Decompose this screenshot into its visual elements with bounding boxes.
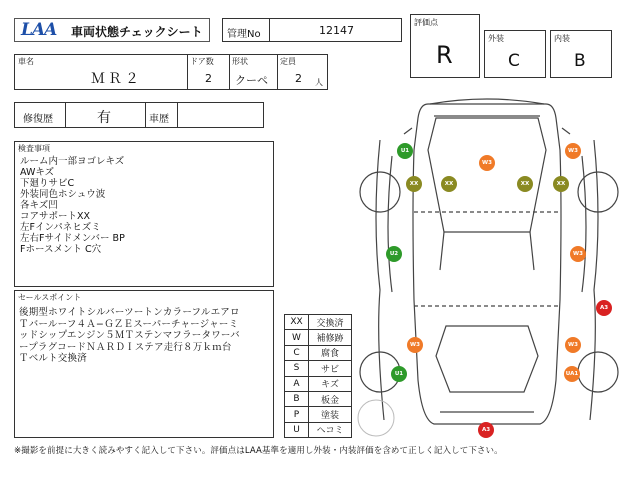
legend-code: B: [285, 391, 309, 406]
door-count-value: 2: [205, 72, 212, 85]
legend-meaning: 交換済: [309, 315, 352, 330]
sales-point-line: Ｔバールーフ４Ａ−ＧＺＥスーパーチャージャーミ: [19, 318, 239, 330]
legend-code: A: [285, 376, 309, 391]
damage-marker: XX: [406, 176, 422, 192]
damage-marker: W3: [570, 246, 586, 262]
legend-meaning: 補修跡: [309, 330, 352, 345]
damage-marker: W3: [479, 155, 495, 171]
footer-note: ※撮影を前提に大きく読みやすく記入して下さい。評価点はLAA基準を適用し外装・内装評価を含めて正しく記入して下さい。: [14, 446, 503, 456]
legend-row: [285, 422, 352, 437]
legend-code: W: [285, 330, 309, 345]
legend-row: [285, 315, 352, 330]
title-box: [14, 18, 210, 42]
legend-row: [285, 391, 352, 406]
legend-row: [285, 361, 352, 376]
inspection-notes-label: 検査事項: [18, 144, 50, 153]
vehicle-info-row: [14, 54, 328, 90]
car-outline: [360, 99, 618, 424]
evaluation-score-box: [410, 14, 480, 78]
legend-row: [285, 407, 352, 422]
evaluation-score-label: 評価点: [414, 18, 438, 27]
sales-points-box: [14, 290, 274, 438]
car-name-label: 車名: [18, 57, 34, 66]
sales-point-line: ッドシップエンジン５ＭＴステンマフラータワーバ: [19, 330, 240, 341]
damage-marker: W3: [565, 143, 581, 159]
sales-point-line: Ｔベルト交換済: [19, 353, 87, 364]
inspection-note: Fホースメント C穴: [20, 244, 102, 255]
sheet-title: 車両状態チェックシート: [71, 25, 203, 39]
legend-meaning: 塗装: [309, 407, 352, 422]
damage-marker: XX: [441, 176, 457, 192]
management-number-box: [222, 18, 402, 42]
body-shape-label: 形状: [232, 57, 248, 66]
legend-meaning: サビ: [309, 361, 352, 376]
exterior-grade-value: C: [508, 51, 520, 71]
damage-marker: U1: [397, 143, 413, 159]
legend-row: [285, 376, 352, 391]
capacity-label: 定員: [280, 57, 296, 66]
damage-marker: XX: [553, 176, 569, 192]
damage-marker: A3: [478, 422, 494, 438]
management-number-label: 管理No: [227, 29, 261, 40]
legend-code: XX: [285, 315, 309, 330]
inspection-notes-box: [14, 141, 274, 287]
legend-code: U: [285, 422, 309, 437]
inspection-note: コアサポートXX: [20, 211, 91, 222]
exterior-grade-label: 外装: [488, 34, 504, 43]
damage-marker: U1: [391, 366, 407, 382]
damage-marker: W3: [565, 337, 581, 353]
inspection-note: 外装同色ホシュウ波: [20, 189, 106, 200]
inspection-note: 各キズ凹: [20, 200, 58, 211]
damage-marker: A3: [596, 300, 612, 316]
legend-code: S: [285, 361, 309, 376]
inspection-note: AWキズ: [20, 167, 55, 178]
legend-code: C: [285, 345, 309, 360]
laa-logo: LAA: [21, 20, 57, 40]
damage-marker: XX: [517, 176, 533, 192]
inspection-notes-list: [20, 156, 125, 255]
repair-history-value: 有: [97, 110, 111, 126]
body-shape-value: クーペ: [235, 74, 268, 87]
sales-point-line: ープラグコードＮＡＲＤＩステア走行８万ｋｍ台: [19, 341, 232, 353]
spare-tire-circle: [358, 400, 394, 436]
exterior-grade-box: [484, 30, 546, 78]
repair-history-row: [14, 102, 264, 128]
repair-history-label: 修復歴: [23, 114, 53, 125]
inspection-note: 下廻りサビC: [20, 178, 75, 189]
inspection-note: 左右Fサイドメンバー BP: [20, 233, 125, 244]
capacity-unit: 人: [315, 78, 323, 87]
door-count-label: ドア数: [190, 57, 214, 66]
legend-meaning: 板金: [309, 391, 352, 406]
capacity-value: 2: [295, 72, 302, 85]
evaluation-score-value: R: [436, 41, 453, 69]
sales-point-line: 後期型ホワイトシルバーツートンカラーフルエアロ: [19, 307, 240, 318]
legend-meaning: キズ: [309, 376, 352, 391]
damage-marker: U2: [386, 246, 402, 262]
damage-code-legend: [284, 314, 352, 438]
inspection-note: 左Fインパネヒズミ: [20, 222, 101, 233]
sales-points-label: セールスポイント: [18, 293, 82, 302]
legend-row: [285, 330, 352, 345]
damage-marker: W3: [407, 337, 423, 353]
interior-grade-value: B: [574, 51, 586, 71]
inspection-note: ルーム内一部ヨゴレキズ: [20, 156, 125, 167]
damage-marker: UA1: [564, 366, 580, 382]
car-name-value: ＭＲ２: [91, 71, 142, 87]
legend-meaning: 腐食: [309, 345, 352, 360]
interior-grade-box: [550, 30, 612, 78]
legend-row: [285, 345, 352, 360]
vehicle-history-label: 車歴: [149, 114, 169, 125]
legend-code: P: [285, 407, 309, 422]
legend-meaning: ヘコミ: [309, 422, 352, 437]
interior-grade-label: 内装: [554, 34, 570, 43]
sales-points-list: [19, 307, 240, 365]
management-number-value: 12147: [319, 24, 354, 37]
